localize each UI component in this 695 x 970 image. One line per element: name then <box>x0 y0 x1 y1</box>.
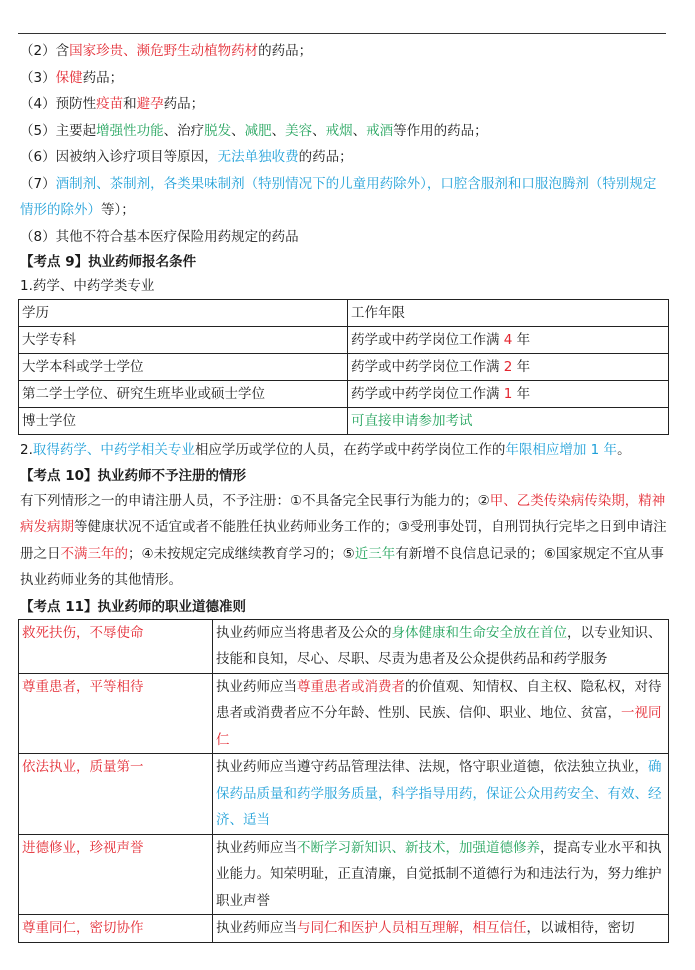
text-segment: 2. <box>20 442 33 458</box>
text-segment: 相应学历或学位的人员，在药学或中药学岗位工作的 <box>194 442 506 458</box>
text-segment: 2 <box>503 359 513 375</box>
text-segment: 的药品； <box>298 149 353 165</box>
text-segment: 执业药师应当 <box>216 678 297 695</box>
table-row <box>19 300 669 327</box>
text-segment: 戒酒 <box>366 122 394 139</box>
text-segment: 1 <box>503 386 513 402</box>
years-cell <box>348 408 669 435</box>
text-segment: 执业药师应当将患者及公众的 <box>216 624 392 641</box>
text-segment: 增强性功能 <box>96 122 164 139</box>
text-segment: 保健 <box>55 69 83 86</box>
content <box>20 38 668 943</box>
text-segment: 药学或中药学岗位工作满 <box>351 332 504 348</box>
principle-desc <box>213 915 669 943</box>
text-segment: 和 <box>123 96 137 112</box>
text-segment: 年 <box>512 332 531 348</box>
text-segment: 无法单独收费 <box>217 149 299 165</box>
text-segment: ；④未按规定完成继续教育学习的；⑤ <box>128 545 355 562</box>
table-row <box>19 754 669 835</box>
text-segment: ，以专业知识、技能和良知，尽心、尽职、尽责为患者及公众提供药品和药学服务 <box>216 624 662 667</box>
table-row <box>19 408 669 435</box>
table-row <box>19 381 669 408</box>
text-segment: 一视同仁 <box>216 705 662 748</box>
text-segment: 疫苗 <box>96 96 124 112</box>
exclusion-list <box>20 38 668 250</box>
text-segment: 等作用的药品； <box>393 122 488 139</box>
k9-table <box>18 299 669 435</box>
text-segment: 近三年 <box>354 545 396 562</box>
text-segment: （6）因被纳入诊疗项目等原因， <box>20 149 218 165</box>
table-header-edu: 学历 <box>19 300 348 327</box>
text-segment: 年限相应增加 1 年 <box>505 442 618 458</box>
text-segment: 有新增不良信息记录的；⑥国家规定不宜从事执业药师业务的其他情形。 <box>20 545 664 588</box>
text-segment: 药品； <box>163 96 205 112</box>
text-segment: 药品； <box>82 69 124 86</box>
k9-sub2 <box>20 437 668 464</box>
text-segment: （7） <box>20 175 56 192</box>
text-segment: ，提高专业水平和执业能力。知荣明耻，正直清廉，自觉抵制不道德行为和违法行为，努力维护职业声誉 <box>216 839 662 909</box>
table-row <box>19 354 669 381</box>
text-segment: 美容 <box>285 122 313 139</box>
table-header-years: 工作年限 <box>348 300 669 327</box>
text-segment: 可直接申请参加考试 <box>351 413 473 429</box>
k11-heading: 【考点 11】执业药师的职业道德准则 <box>20 598 246 615</box>
text-segment: 身体健康和生命安全放在首位 <box>391 624 567 641</box>
principle-desc <box>213 619 669 673</box>
text-segment: 减肥 <box>244 122 272 139</box>
text-segment: 等）； <box>101 202 135 218</box>
text-segment: 执业药师应当遵守药品管理法律、法规，恪守职业道德，依法独立执业， <box>216 759 648 775</box>
text-segment: 尊重患者或消费者 <box>297 678 405 695</box>
years-cell <box>348 381 669 408</box>
list-item <box>20 65 668 92</box>
edu-cell: 博士学位 <box>19 408 348 435</box>
text-segment: 、治疗 <box>163 122 205 139</box>
text-segment: 脱发 <box>204 122 232 139</box>
text-segment: （5）主要起 <box>20 122 97 139</box>
text-segment: 国家珍贵、濒危野生动植物药材 <box>69 43 259 59</box>
principle-title: 尊重同仁，密切协作 <box>19 915 213 943</box>
k10-body <box>20 488 668 594</box>
principle-title: 进德修业，珍视声誉 <box>19 834 213 915</box>
text-segment: 执业药师应当 <box>216 839 297 856</box>
principle-desc <box>213 834 669 915</box>
list-item <box>20 224 668 251</box>
text-segment: 取得药学、中药学相关专业 <box>32 442 195 458</box>
principle-desc <box>213 754 669 835</box>
table-row <box>19 834 669 915</box>
text-segment: 药学或中药学岗位工作满 <box>351 386 504 402</box>
text-segment: 等健康状况不适宜或者不能胜任执业药师业务工作的；③受刑事处罚，自刑罚执行完毕之日到申请注册之日 <box>20 519 667 562</box>
list-item <box>20 171 668 224</box>
years-cell <box>348 354 669 381</box>
text-segment: （8）其他不符合基本医疗保险用药规定的药品 <box>20 228 299 245</box>
top-rule <box>18 33 666 34</box>
principle-title: 依法执业，质量第一 <box>19 754 213 835</box>
text-segment: 年 <box>512 359 531 375</box>
text-segment: 、 <box>231 122 245 139</box>
k9-heading: 【考点 9】执业药师报名条件 <box>20 254 197 270</box>
edu-cell: 大学专科 <box>19 327 348 354</box>
text-segment: 药学或中药学岗位工作满 <box>351 359 504 375</box>
principle-desc <box>213 673 669 754</box>
k9-sub1: 1.药学、中药学类专业 <box>20 278 155 294</box>
text-segment: 年 <box>512 386 531 402</box>
text-segment: ，以诚相待，密切 <box>526 920 635 936</box>
text-segment: 、 <box>271 122 286 139</box>
text-segment: 4 <box>503 332 513 348</box>
principle-title: 救死扶伤，不辱使命 <box>19 619 213 673</box>
text-segment: 、 <box>312 122 326 139</box>
edu-cell: 第二学士学位、研究生班毕业或硕士学位 <box>19 381 348 408</box>
list-item <box>20 38 668 65</box>
text-segment: （2）含 <box>20 43 70 59</box>
list-item <box>20 144 668 171</box>
table-row <box>19 915 669 943</box>
text-segment: 的价值观、知情权、自主权、隐私权，对待患者或消费者应不分年龄、性别、民族、信仰、职业、地位、贫富， <box>216 678 662 721</box>
table-row <box>19 327 669 354</box>
years-cell <box>348 327 669 354</box>
text-segment: 的药品； <box>258 43 313 59</box>
text-segment: （4）预防性 <box>20 96 97 112</box>
k10-heading: 【考点 10】执业药师不予注册的情形 <box>20 467 246 484</box>
edu-cell: 大学本科或学士学位 <box>19 354 348 381</box>
text-segment: 甲、乙类传染病传染期，精神病发病期 <box>20 492 666 535</box>
text-segment: 确保药品质量和药学服务质量，科学指导用药，保证公众用药安全、有效、经济、适当 <box>216 759 662 828</box>
text-segment: 不断学习新知识、新技术，加强道德修养 <box>297 839 540 856</box>
text-segment: 避孕 <box>136 96 164 112</box>
text-segment: 。 <box>617 442 631 458</box>
principle-title: 尊重患者，平等相待 <box>19 673 213 754</box>
table-row <box>19 673 669 754</box>
k11-table <box>18 619 669 943</box>
text-segment: 酒制剂、茶制剂，各类果味制剂（特别情况下的儿童用药除外），口腔含服剂和口服泡腾剂（特别规定情形的除外） <box>20 175 657 218</box>
text-segment: （3） <box>20 69 56 86</box>
list-item <box>20 91 668 118</box>
text-segment: 有下列情形之一的申请注册人员，不予注册：①不具备完全民事行为能力的；② <box>20 492 490 509</box>
list-item <box>20 118 668 145</box>
text-segment: 不满三年的 <box>60 545 128 562</box>
text-segment: 、 <box>352 122 367 139</box>
text-segment: 戒烟 <box>325 122 353 139</box>
text-segment: 执业药师应当 <box>216 920 297 936</box>
text-segment: 与同仁和医护人员相互理解，相互信任 <box>297 920 527 936</box>
table-row <box>19 619 669 673</box>
